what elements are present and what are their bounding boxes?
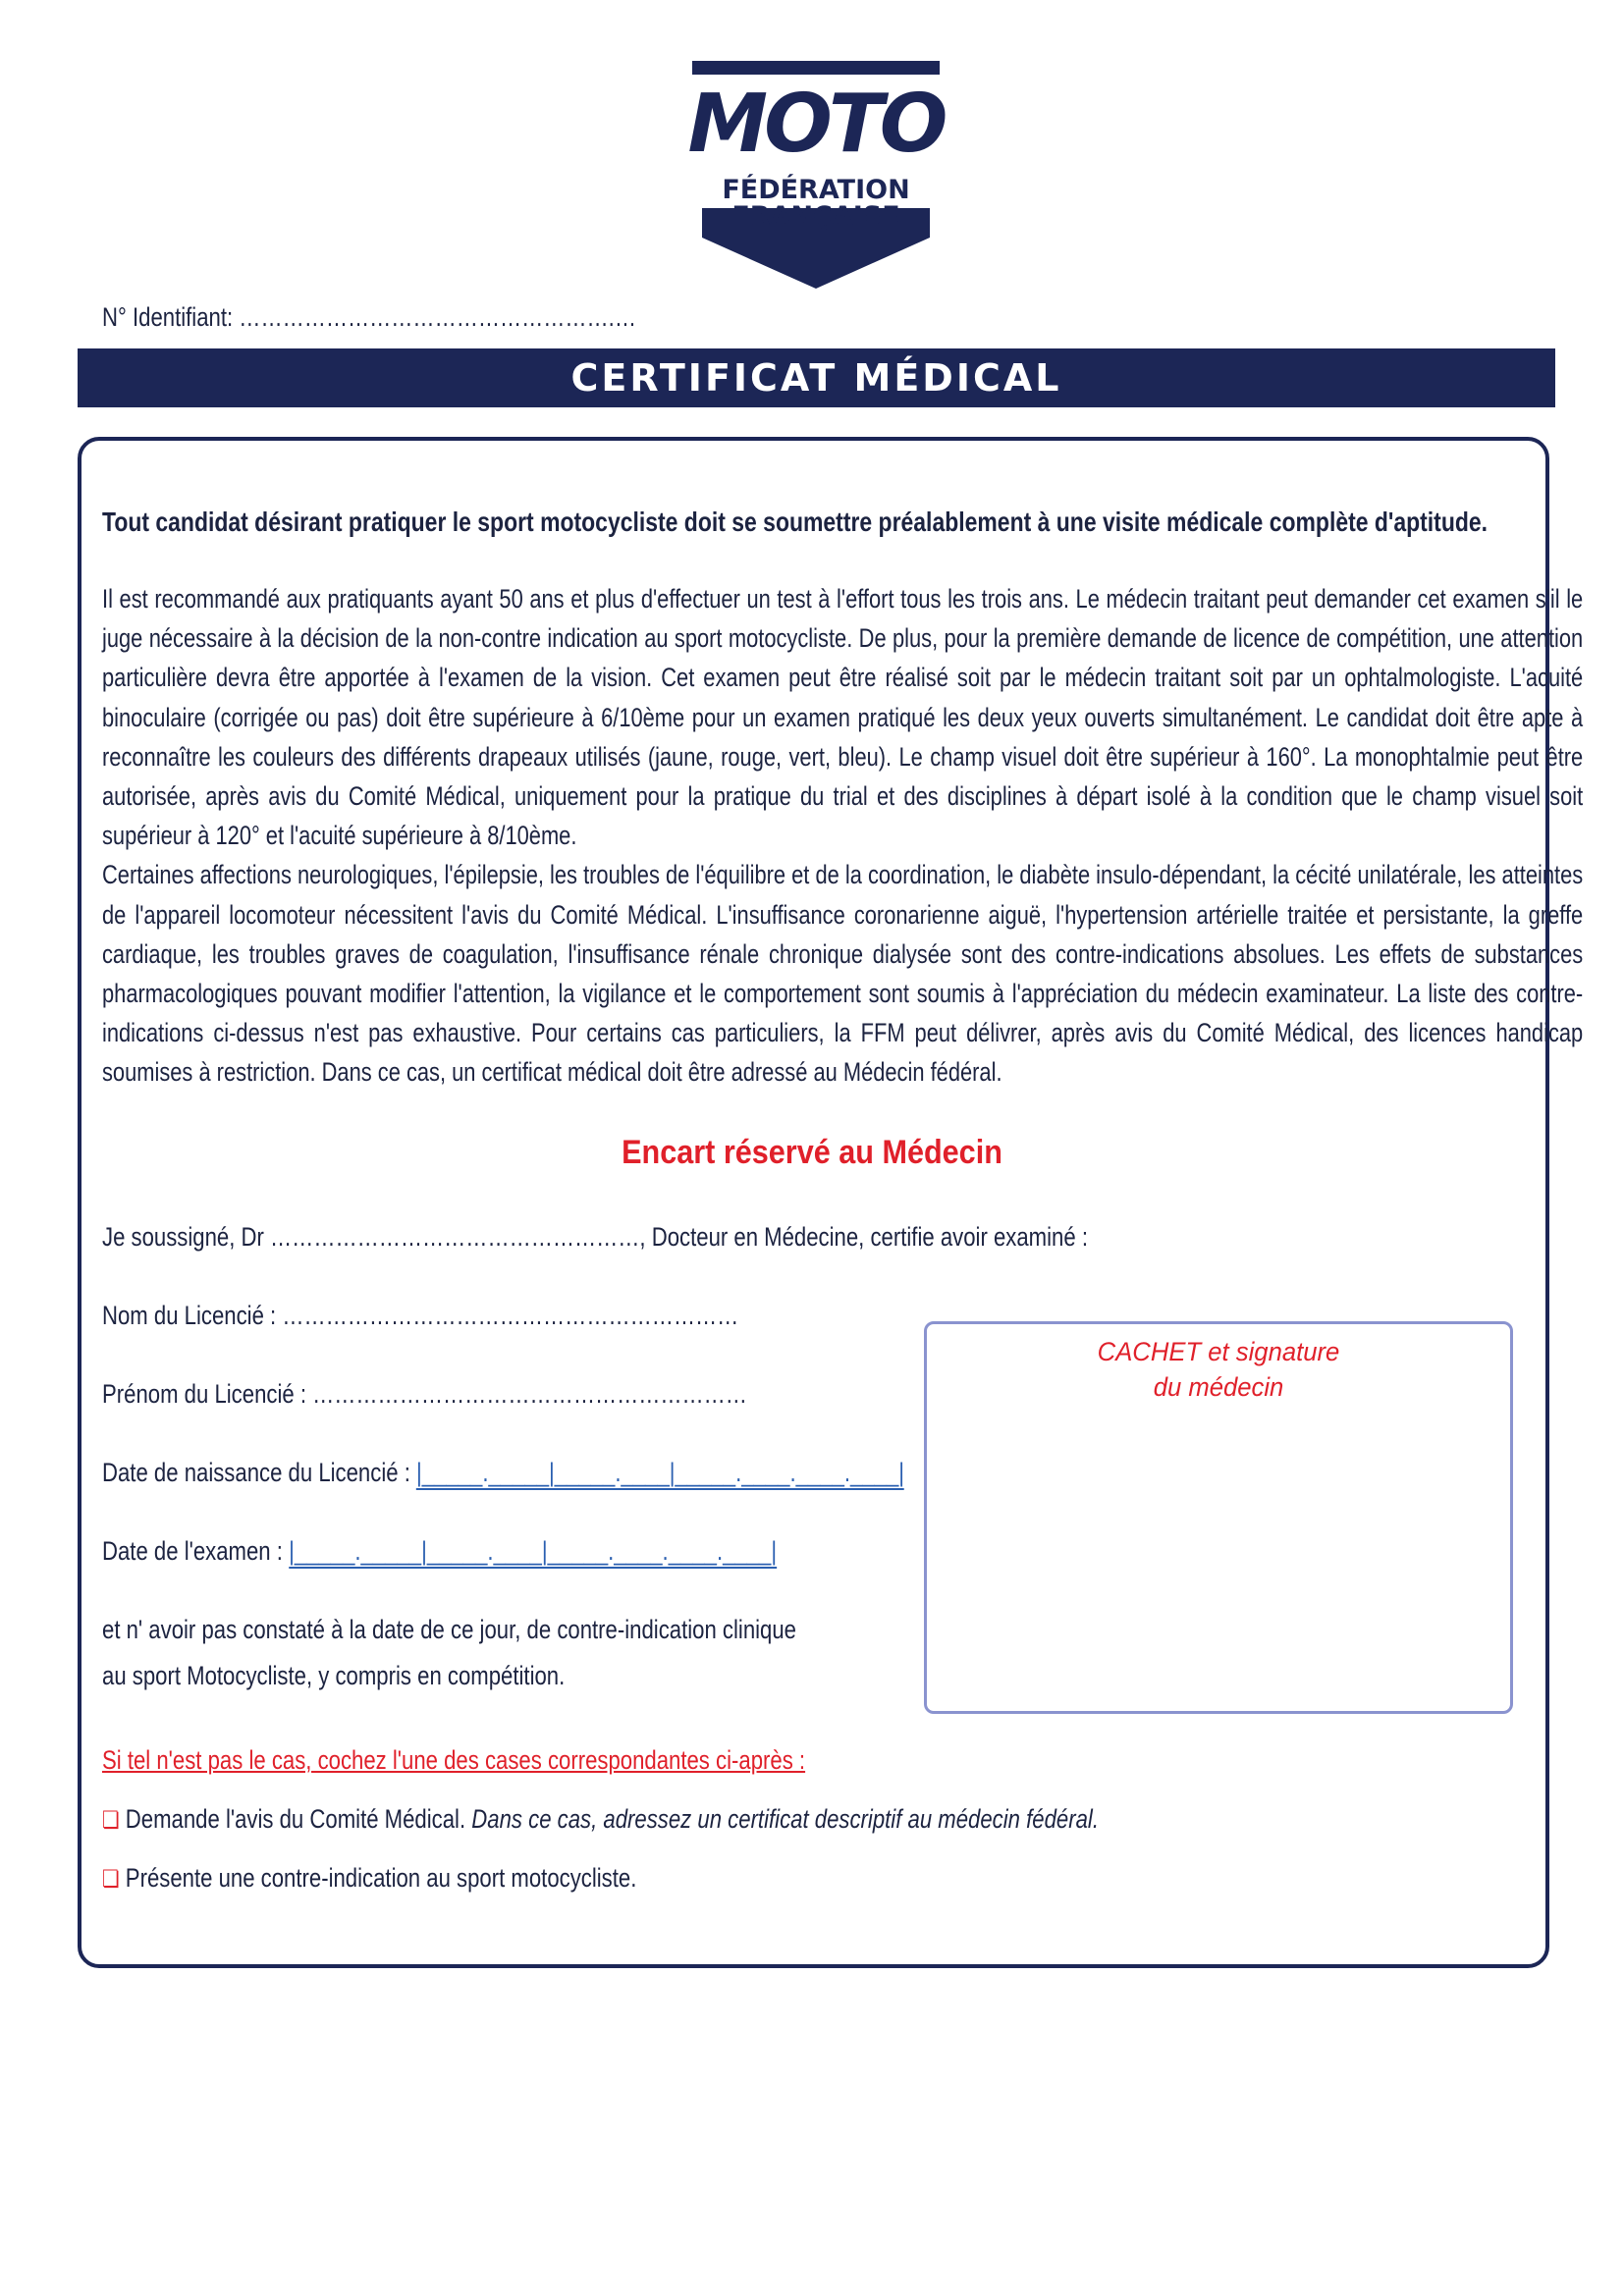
logo-line1: FÉDÉRATION: [722, 175, 910, 205]
stamp-label-line2: du médecin: [1153, 1372, 1284, 1402]
conclusion-line1: et n' avoir pas constaté à la date de ce jour, de contre-indication clinique: [102, 1615, 797, 1644]
option-comite-medical[interactable]: [102, 1804, 1099, 1835]
info-paragraphs: [102, 579, 1583, 1093]
option1-label: Demande l'avis du Comité Médical.: [125, 1804, 466, 1834]
examen-field[interactable]: [102, 1536, 777, 1569]
naissance-field[interactable]: [102, 1458, 904, 1490]
encart-title: Encart réservé au Médecin: [622, 1134, 1002, 1171]
prenom-field[interactable]: Prénom du Licencié : ……………………………………………………: [102, 1379, 747, 1409]
nom-field[interactable]: Nom du Licencié : ………………………………………………………: [102, 1301, 739, 1330]
logo-brand-text: MOTO: [687, 78, 945, 171]
soussigne-field[interactable]: Je soussigné, Dr ……………………………………………, Docteur en Médecine, certifie avoir examiné :: [102, 1222, 1088, 1252]
title-banner: [78, 348, 1555, 407]
naissance-label: Date de naissance du Licencié :: [102, 1458, 410, 1487]
ffm-logo: [663, 61, 969, 289]
lead-text: Tout candidat désirant pratiquer le sport motocycliste doit se soumettre préalablement à une visite médicale complète d'aptitude.: [102, 507, 1489, 537]
warning-text: Si tel n'est pas le cas, cochez l'une des cases correspondantes ci-après :: [102, 1745, 806, 1775]
option2-label: Présente une contre-indication au sport motocycliste.: [125, 1863, 637, 1893]
paragraph-contraindications: Certaines affections neurologiques, l'épilepsie, les troubles de l'équilibre et de la coordination, le diabète insulo-dépendant, la cécité unilatérale, les atteintes de l'appareil locomoteur nécessitent l'avis du Comité Médical. L'insuffisance coronarienne aiguë, l'hypertension artérielle traitée et persistante, la greffe cardiaque, les troubles graves de coagulation, l'insuffisance rénale chronique dialysée sont des contre-indications absolues. Les effets de substances pharmacologiques pouvant modifier l'attention, la vigilance et le comportement sont soumis à l'appréciation du médecin examinateur. La liste des contre-indications ci-dessus n'est pas exhaustive. Pour certains cas particuliers, la FFM peut délivrer, après avis du Comité Médical, des licences handicap soumises à restriction. Dans ce cas, un certificat médical doit être adressé au Médecin fédéral.: [102, 860, 1584, 1088]
paragraph-vision: Il est recommandé aux pratiquants ayant 50 ans et plus d'effectuer un test à l'effort tous les trois ans. Le médecin traitant peut demander cet examen s'il le juge nécessaire à la décision de la non-contre indication au sport motocycliste. De plus, pour la première demande de licence de compétition, une attention particulière devra être apportée à l'examen de la vision. Cet examen peut être réalisé soit par le médecin traitant soit par un ophtalmologiste. L'acuité binoculaire (corrigée ou pas) doit être supérieure à 6/10ème pour un examen pratiqué les deux yeux ouverts simultanément. Le candidat doit être apte à reconnaître les couleurs des différents drapeaux utilisés (jaune, rouge, vert, bleu). Le champ visuel doit être supérieur à 160°. La monophtalmie peut être autorisée, après avis du Comité Médical, uniquement pour la pratique du trial et des disciplines à départ isolé à la condition que le champ visuel soit supérieur à 120° et l'acuité supérieure à 8/10ème.: [102, 584, 1584, 851]
naissance-date-input[interactable]: |_____._____|_____.____|_____.____.____.____|: [416, 1458, 904, 1490]
conclusion-line2: au sport Motocycliste, y compris en compétition.: [102, 1661, 566, 1690]
option1-note: Dans ce cas, adressez un certificat descriptif au médecin fédéral.: [471, 1804, 1099, 1834]
logo-line2: FRANÇAISE: [731, 201, 900, 232]
examen-date-input[interactable]: |_____._____|_____.____|_____.____.____.____|: [289, 1536, 777, 1569]
page-title: CERTIFICAT MÉDICAL: [570, 356, 1062, 400]
checkbox-icon[interactable]: ❏: [102, 1866, 120, 1893]
option-contre-indication[interactable]: [102, 1863, 636, 1894]
identifiant-field[interactable]: N° Identifiant: …………………………………………….…: [102, 302, 636, 332]
stamp-box[interactable]: [924, 1321, 1513, 1714]
examen-label: Date de l'examen :: [102, 1536, 283, 1566]
checkbox-icon[interactable]: ❏: [102, 1807, 120, 1834]
stamp-label-line1: CACHET et signature: [1097, 1337, 1340, 1366]
